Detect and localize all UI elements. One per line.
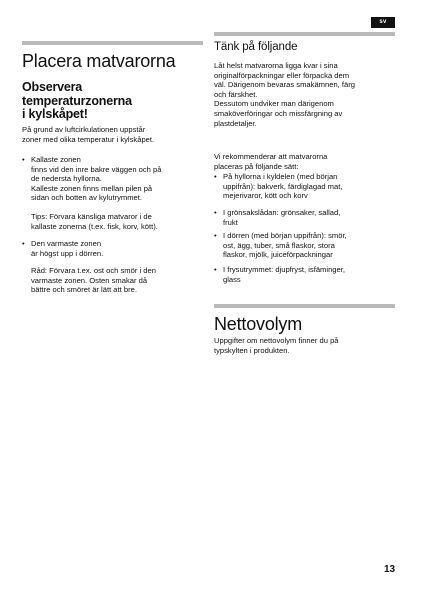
right-para-packaging: Låt helst matvarorna ligga kvar i sina originalförpackningar eller förpacka dem väl. Därigenom bevaras smakämnen, färg och färskhet. Dessutom undviker man därigenom smaköverföringar och missfärgning av plastdetaljer. (214, 61, 355, 128)
language-badge: sv (371, 17, 395, 28)
left-tip: Tips: Förvara känsliga matvaror i de kallaste zonerna (t.ex. fisk, korv, kött). (31, 212, 158, 231)
left-advice: Råd: Förvara t.ex. ost och smör i den varmaste zonen. Osten smakar då bättre och smöret är lätt att bre. (31, 266, 156, 295)
left-header-rule (22, 41, 203, 45)
bullet-marker: • (214, 265, 217, 274)
right-item-door: I dörren (med början uppifrån): smör, ost, ägg, tuber, små flaskor, stora flaskor, mjölk, juiceförpackningar (223, 231, 347, 260)
left-intro: På grund av luftcirkulationen uppstår zoner med olika temperatur i kylskåpet. (22, 125, 155, 144)
left-bullet-warmest: Den varmaste zonen är högst upp i dörren. (31, 239, 104, 258)
right-title-net-volume: Nettovolym (214, 314, 303, 334)
right-para-recommend: Vi rekommenderar att matvarorna placeras på följande sätt: (214, 152, 328, 171)
bullet-marker: • (214, 172, 217, 181)
right-header-rule (214, 32, 395, 36)
left-subtitle: Observera temperaturzonerna i kylskåpet! (22, 80, 132, 121)
right-item-crisper: I grönsakslådan: grönsaker, sallad, frukt (223, 208, 341, 227)
bullet-marker: • (22, 239, 25, 248)
right-section-rule (214, 304, 395, 308)
bullet-marker: • (214, 208, 217, 217)
bullet-marker: • (214, 231, 217, 240)
left-bullet-coldest: Kallaste zonen finns vid den inre bakre väggen och på de nedersta hyllorna. Kalleste zonen finns mellan pilen på sidan och botten av kylutrymmet. (31, 155, 162, 203)
right-title: Tänk på följande (214, 41, 298, 53)
page-number: 13 (384, 564, 396, 575)
right-para-net-volume: Uppgifter om nettovolym finner du på typskylten i produkten. (214, 336, 339, 355)
right-item-shelves: På hyllorna i kyldelen (med början uppifrån): bakverk, färdiglagad mat, mejerivaror, kött och korv (223, 172, 343, 201)
left-title: Placera matvarorna (22, 51, 176, 71)
bullet-marker: • (22, 155, 25, 164)
right-item-freezer: I frysutrymmet: djupfryst, isfäminger, glass (223, 265, 345, 284)
